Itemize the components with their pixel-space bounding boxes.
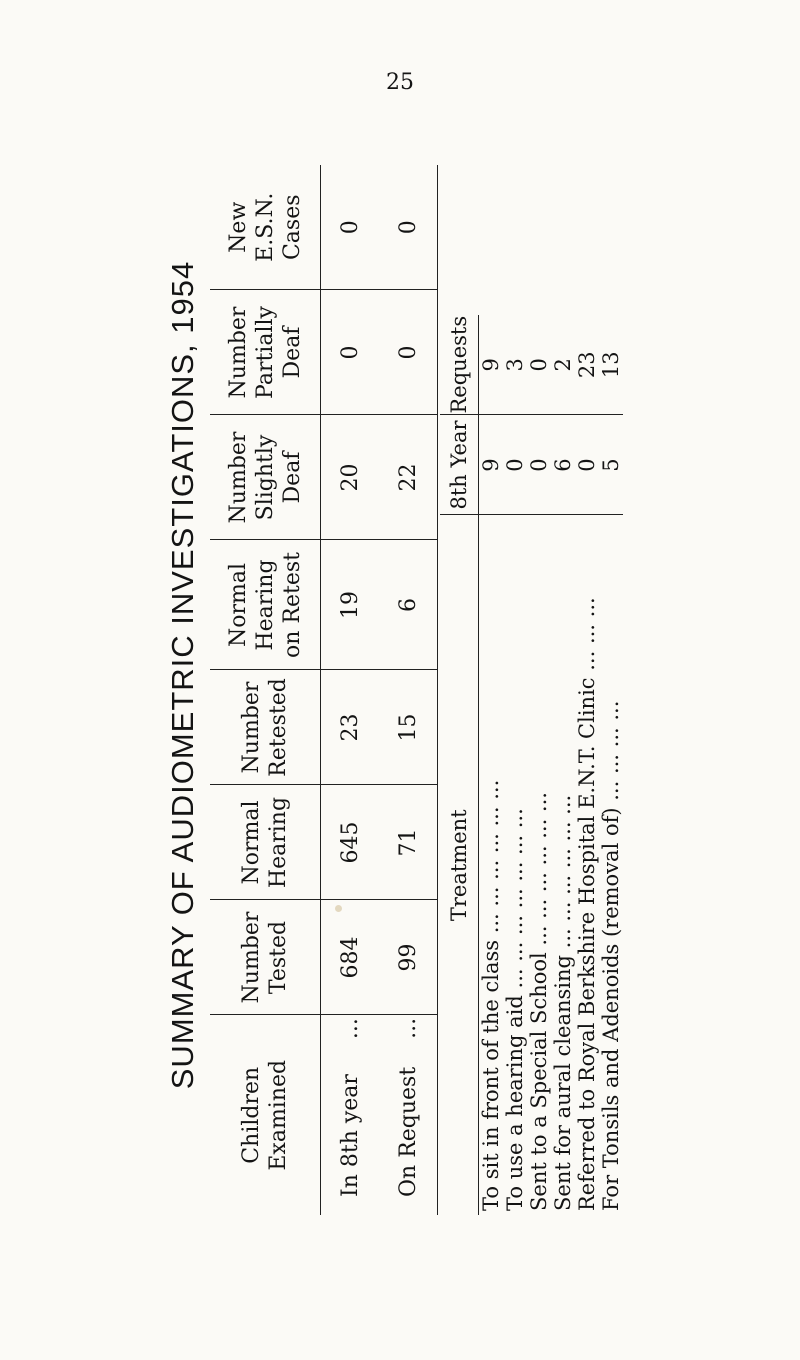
- cell-normal-on-retest: 19: [321, 540, 380, 670]
- cell-number-tested: 684: [321, 900, 380, 1015]
- cell-partially-deaf: 0: [321, 290, 380, 415]
- row-label: On Request ...: [379, 1015, 438, 1215]
- cell-slightly-deaf: 20: [321, 415, 380, 540]
- header-number-tested: Number Tested: [210, 900, 321, 1015]
- cell-normal-hearing: 645: [321, 785, 380, 900]
- table-row: [551, 315, 575, 1215]
- cell-8th-year: 9: [479, 415, 504, 515]
- table-row: [527, 315, 551, 1215]
- cell-new-esn-cases: 0: [321, 165, 380, 290]
- summary-table: [210, 165, 438, 1215]
- header-number-retested: Number Retested: [210, 670, 321, 785]
- header-slightly-deaf: Number Slightly Deaf: [210, 415, 321, 540]
- cell-number-retested: 23: [321, 670, 380, 785]
- table-row: [599, 315, 623, 1215]
- table-row: [321, 165, 380, 1215]
- treatment-label: To use a hearing aid ... ... ... ... ... ... ...: [503, 808, 527, 1211]
- cell-normal-hearing: 71: [379, 785, 438, 900]
- cell-8th-year: 0: [575, 415, 599, 515]
- cell-requests: 13: [599, 315, 623, 415]
- page-title: SUMMARY OF AUDIOMETRIC INVESTIGATIONS, 1954: [165, 260, 200, 1090]
- header-treatment: Treatment: [440, 515, 479, 1215]
- cell-requests: 3: [503, 315, 527, 415]
- treatment-label: Sent for aural cleansing ... ... ... ... ... ...: [551, 794, 575, 1211]
- cell-new-esn-cases: 0: [379, 165, 438, 290]
- header-partially-deaf: Number Partially Deaf: [210, 290, 321, 415]
- header-8th-year: 8th Year: [440, 415, 479, 515]
- cell-requests: 0: [527, 315, 551, 415]
- row-label: In 8th year ...: [337, 1018, 363, 1197]
- treatment-label: To sit in front of the class ... ... ... ... ... ...: [479, 779, 503, 1211]
- paper-stain: [335, 905, 342, 912]
- table-row: [379, 165, 438, 1215]
- cell-requests: 9: [479, 315, 504, 415]
- header-normal-on-retest: Normal Hearing on Retest: [210, 540, 321, 670]
- cell-number-retested: 15: [379, 670, 438, 785]
- table-row: [575, 315, 599, 1215]
- page-number: 25: [386, 70, 414, 95]
- cell-requests: 2: [551, 315, 575, 415]
- header-normal-hearing: Normal Hearing: [210, 785, 321, 900]
- treatment-label: Sent to a Special School ... ... ... ... ... ...: [527, 792, 551, 1211]
- treatment-table: [440, 315, 623, 1215]
- cell-normal-on-retest: 6: [379, 540, 438, 670]
- cell-requests: 23: [575, 315, 599, 415]
- cell-number-tested: 99: [379, 900, 438, 1015]
- cell-8th-year: 5: [599, 415, 623, 515]
- treatment-label: Referred to Royal Berkshire Hospital E.N.T. Clinic ... ... ...: [575, 597, 599, 1211]
- header-new-esn-cases: New E.S.N. Cases: [210, 165, 321, 290]
- treatment-header-row: [440, 315, 479, 1215]
- header-children-examined: Children Examined: [210, 1015, 321, 1215]
- cell-partially-deaf: 0: [379, 290, 438, 415]
- summary-header-row: [210, 165, 321, 1215]
- table-row: [479, 315, 504, 1215]
- cell-8th-year: 6: [551, 415, 575, 515]
- table-row: [503, 315, 527, 1215]
- cell-8th-year: 0: [503, 415, 527, 515]
- treatment-label: For Tonsils and Adenoids (removal of) ... ... ... ...: [599, 700, 623, 1211]
- cell-8th-year: 0: [527, 415, 551, 515]
- cell-slightly-deaf: 22: [379, 415, 438, 540]
- header-requests: Requests: [440, 315, 479, 415]
